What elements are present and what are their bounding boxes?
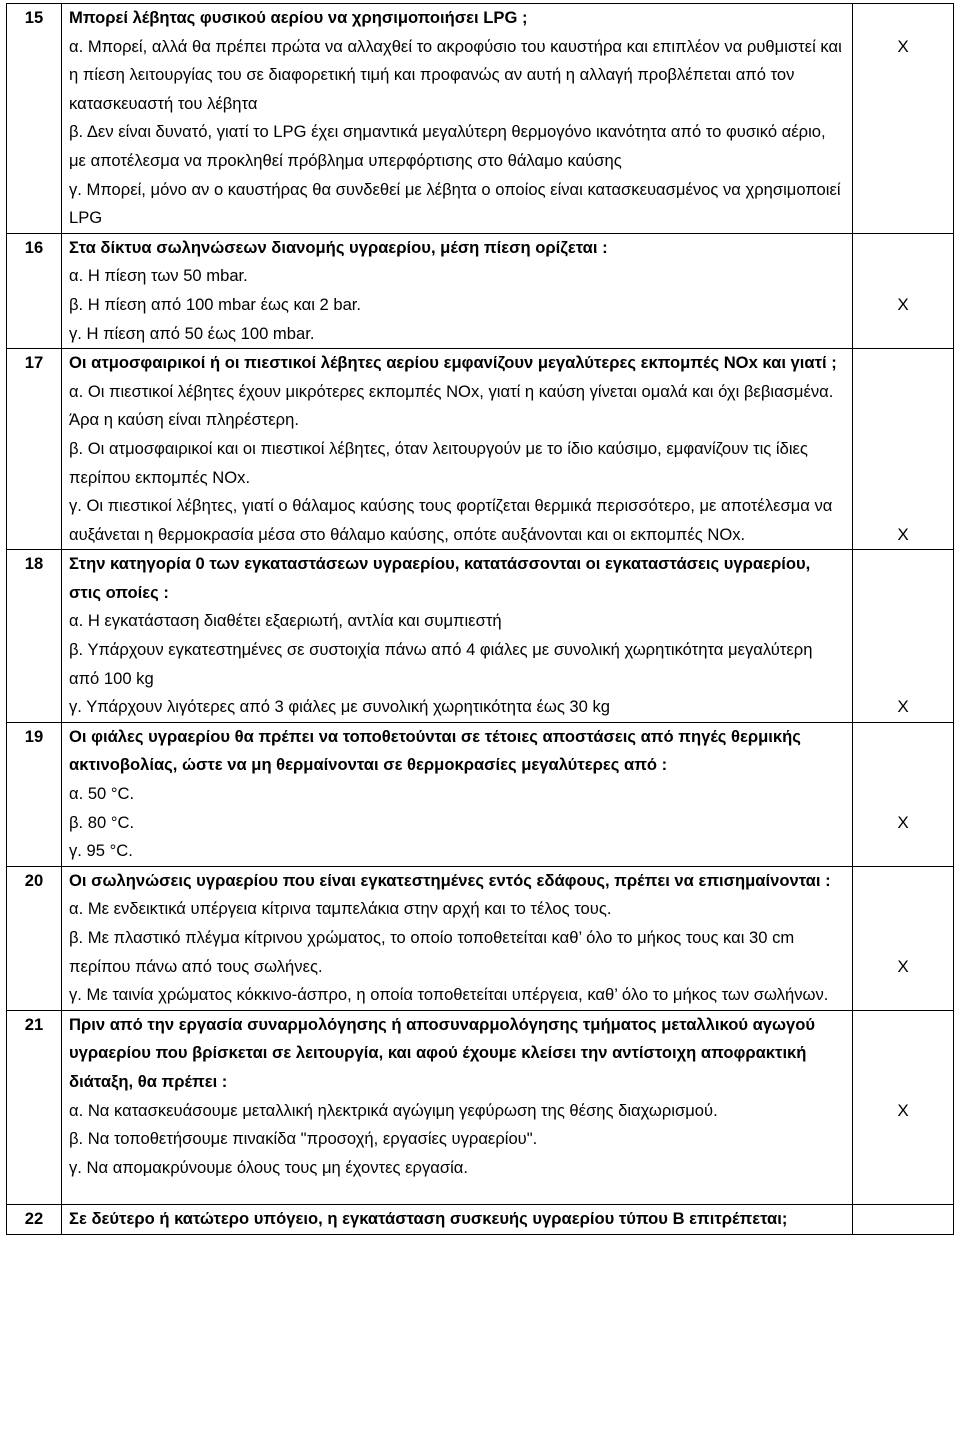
question-number: 15 [7, 4, 62, 234]
question-number: 20 [7, 866, 62, 1010]
question-body [62, 550, 853, 723]
correct-answer-mark: X [897, 294, 909, 314]
question-row [7, 722, 954, 866]
correct-answer-mark: X [897, 525, 909, 545]
correct-answer-mark: X [897, 1100, 909, 1120]
question-body [62, 349, 853, 550]
answer-option: α. Η εγκατάσταση διαθέτει εξαεριωτή, αντλία και συμπιεστή [69, 611, 502, 631]
question-text: Μπορεί λέβητας φυσικού αερίου να χρησιμοποιήσει LPG ; [69, 8, 528, 27]
answer-option: α. Να κατασκευάσουμε μεταλλική ηλεκτρικά αγώγιμη γεφύρωση της θέσης διαχωρισμού. [69, 1100, 718, 1120]
correct-answer-mark: X [897, 956, 909, 976]
answer-option: α. Μπορεί, αλλά θα πρέπει πρώτα να αλλαχθεί το ακροφύσιο του καυστήρα και επιπλέον να ρυθμιστεί και η πίεση λειτουργίας του σε διαφορετική τιμή και προφανώς αν αυτή η αλλαγή προβλέπεται από τον κατασκευαστή του λέβητα [69, 36, 842, 113]
answer-mark-cell [853, 4, 954, 234]
question-number: 19 [7, 722, 62, 866]
answer-option: γ. 95 °C. [69, 841, 133, 861]
answer-option: β. Να τοποθετήσουμε πινακίδα "προσοχή, εργασίες υγραερίου". [69, 1129, 538, 1149]
answer-mark-cell [853, 1010, 954, 1205]
answer-option: β. Με πλαστικό πλέγμα κίτρινου χρώματος, το οποίο τοποθετείται καθ’ όλο το μήκος τους και 30 cm περίπου πάνω από τους σωλήνες. [69, 928, 795, 976]
answer-option: β. Υπάρχουν εγκατεστημένες σε συστοιχία πάνω από 4 φιάλες με συνολική χωρητικότητα μεγαλύτερη από 100 kg [69, 640, 813, 688]
question-body [62, 722, 853, 866]
question-row [7, 866, 954, 1010]
answer-option: γ. Υπάρχουν λιγότερες από 3 φιάλες με συνολική χωρητικότητα έως 30 kg [69, 697, 611, 717]
answer-mark-cell [853, 722, 954, 866]
answer-mark-cell [853, 550, 954, 723]
answer-option: α. Η πίεση των 50 mbar. [69, 266, 248, 286]
answer-option: β. Δεν είναι δυνατό, γιατί το LPG έχει σημαντικά μεγαλύτερη θερμογόνο ικανότητα από το φυσικό αέριο, με αποτέλεσμα να προκληθεί πρόβλημα υπερφόρτισης στο θάλαμο καύσης [69, 122, 826, 170]
question-text: Στα δίκτυα σωληνώσεων διανομής υγραερίου, μέση πίεση ορίζεται : [69, 237, 608, 257]
answer-mark-cell [853, 1205, 954, 1235]
question-number: 17 [7, 349, 62, 550]
question-body [62, 1205, 853, 1235]
answer-option: β. Οι ατμοσφαιρικοί και οι πιεστικοί λέβητες, όταν λειτουργούν με το ίδιο καύσιμο, εμφανίζουν τις ίδιες περίπου εκπομπές NOx. [69, 438, 808, 487]
question-body [62, 866, 853, 1010]
question-body [62, 4, 853, 234]
answer-option: β. Η πίεση από 100 mbar έως και 2 bar. [69, 294, 362, 314]
question-number: 21 [7, 1010, 62, 1205]
question-number: 16 [7, 233, 62, 348]
question-text: Πριν από την εργασία συναρμολόγησης ή αποσυναρμολόγησης τμήματος μεταλλικού αγωγού υγραερίου που βρίσκεται σε λειτουργία, και αφού έχουμε κλείσει την αντίστοιχη αποφρακτική διάταξη, θα πρέπει : [69, 1014, 816, 1091]
question-row [7, 349, 954, 550]
answer-mark-cell [853, 349, 954, 550]
question-body [62, 1010, 853, 1205]
answer-option: α. 50 °C. [69, 784, 135, 804]
question-text: Στην κατηγορία 0 των εγκαταστάσεων υγραερίου, κατατάσσονται οι εγκαταστάσεις υγραερίου, στις οποίες : [69, 554, 811, 602]
question-number: 18 [7, 550, 62, 723]
correct-answer-mark: X [897, 697, 909, 717]
answer-option: γ. Να απομακρύνουμε όλους τους μη έχοντες εργασία. [69, 1157, 468, 1177]
question-row [7, 233, 954, 348]
question-row [7, 4, 954, 234]
answer-mark-cell [853, 866, 954, 1010]
spacer [69, 1182, 846, 1204]
question-text: Οι ατμοσφαιρικοί ή οι πιεστικοί λέβητες αερίου εμφανίζουν μεγαλύτερες εκπομπές NOx και γιατί ; [69, 353, 837, 373]
question-table [6, 3, 954, 1235]
answer-option: γ. Οι πιεστικοί λέβητες, γιατί ο θάλαμος καύσης τους φορτίζεται θερμικά περισσότερο, με αποτέλεσμα να αυξάνεται η θερμοκρασία μέσα στο θάλαμο καύσης, οπότε αυξάνονται και οι εκπομπές NOx. [69, 496, 833, 544]
question-row [7, 550, 954, 723]
question-number: 22 [7, 1205, 62, 1235]
question-row [7, 1205, 954, 1235]
answer-mark-cell [853, 233, 954, 348]
question-body [62, 233, 853, 348]
answer-option: α. Οι πιεστικοί λέβητες έχουν μικρότερες εκπομπές NOx, γιατί η καύση γίνεται ομαλά και όχι βεβιασμένα. Άρα η καύση είναι πληρέστερη. [69, 381, 834, 430]
correct-answer-mark: X [897, 37, 909, 56]
question-text: Οι σωληνώσεις υγραερίου που είναι εγκατεστημένες εντός εδάφους, πρέπει να επισημαίνονται : [69, 870, 831, 890]
answer-option: γ. Η πίεση από 50 έως 100 mbar. [69, 323, 315, 343]
answer-option: α. Με ενδεικτικά υπέργεια κίτρινα ταμπελάκια στην αρχή και το τέλος τους. [69, 899, 612, 919]
answer-option: γ. Μπορεί, μόνο αν ο καυστήρας θα συνδεθεί με λέβητα ο οποίος είναι κατασκευασμένος να χρησιμοποιεί LPG [69, 179, 841, 228]
question-text: Οι φιάλες υγραερίου θα πρέπει να τοποθετούνται σε τέτοιες αποστάσεις από πηγές θερμικής ακτινοβολίας, ώστε να μη θερμαίνονται σε θερμοκρασίες μεγαλύτερες από : [69, 726, 801, 775]
question-text: Σε δεύτερο ή κατώτερο υπόγειο, η εγκατάσταση συσκευής υγραερίου τύπου B επιτρέπεται; [69, 1209, 788, 1229]
answer-option: γ. Με ταινία χρώματος κόκκινο-άσπρο, η οποία τοποθετείται υπέργεια, καθ’ όλο το μήκος των σωλήνων. [69, 985, 829, 1005]
question-row [7, 1010, 954, 1205]
answer-option: β. 80 °C. [69, 812, 135, 832]
correct-answer-mark: X [897, 812, 909, 832]
